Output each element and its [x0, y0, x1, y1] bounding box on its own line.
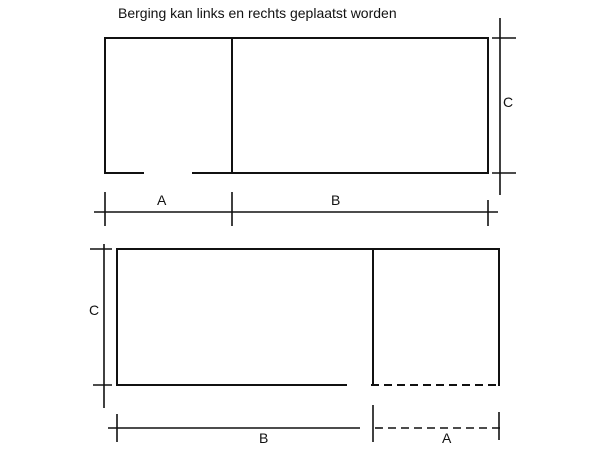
top-label-b: B [331, 192, 341, 208]
top-label-a: A [157, 192, 167, 208]
bottom-layout [89, 244, 505, 446]
bottom-label-c: C [89, 302, 100, 318]
top-layout [94, 18, 516, 226]
diagram-caption: Berging kan links en rechts geplaatst worden [118, 5, 397, 21]
bottom-label-a: A [442, 430, 452, 446]
top-label-c: C [503, 94, 514, 110]
bottom-label-b: B [259, 430, 269, 446]
